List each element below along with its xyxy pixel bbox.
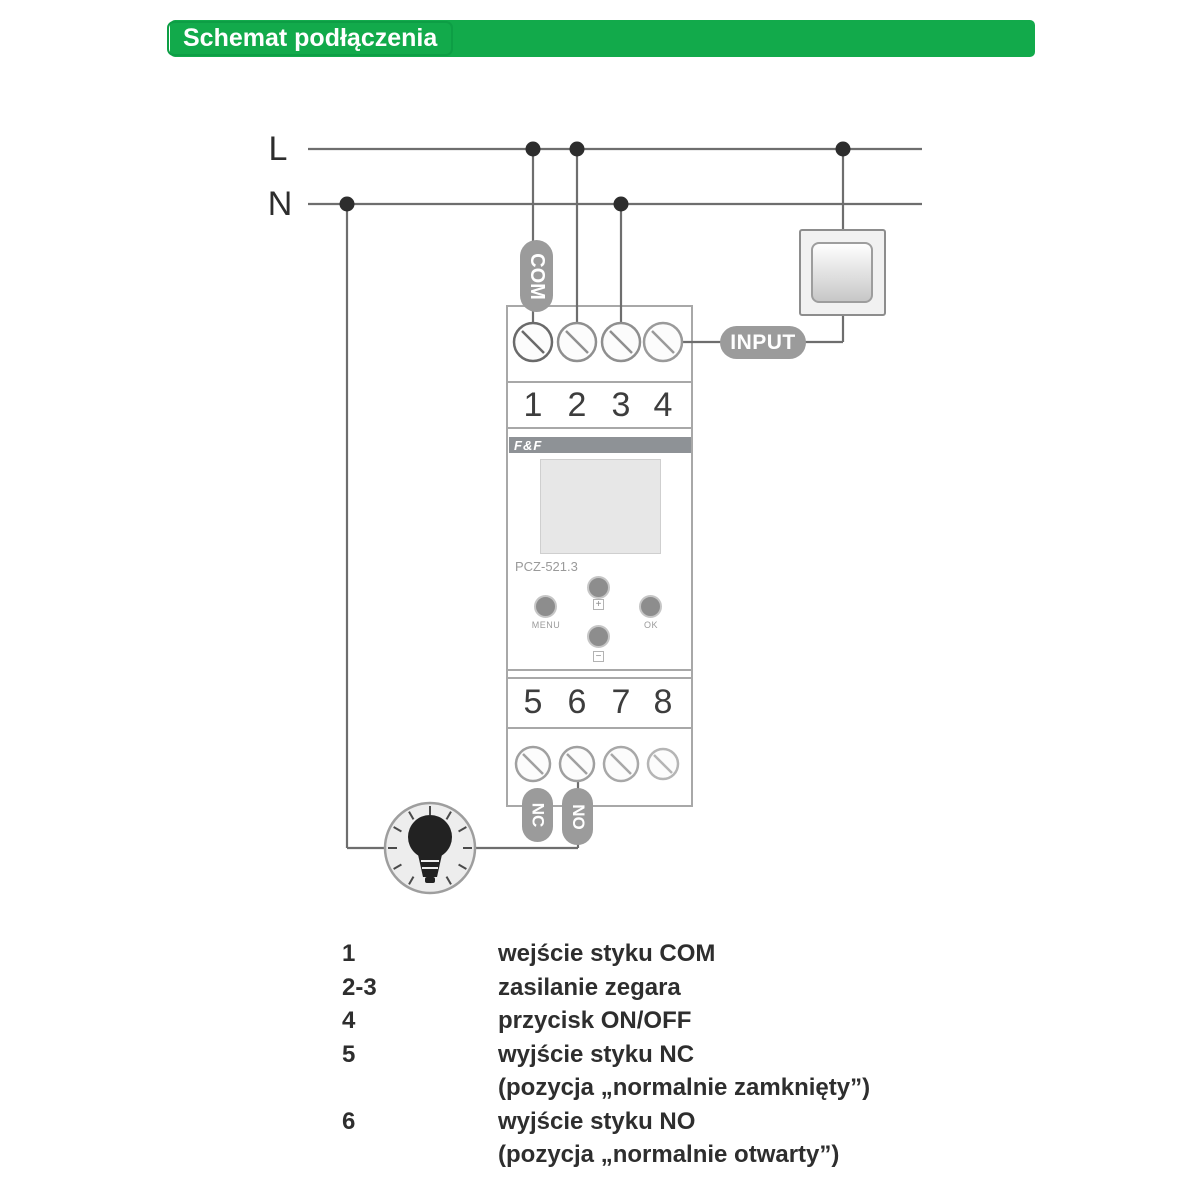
legend-description: (pozycja „normalnie otwarty”) — [498, 1141, 840, 1168]
junction-dot — [614, 197, 629, 212]
terminal-number-8: 8 — [653, 683, 673, 721]
screw-terminal-icon — [602, 323, 640, 361]
legend-row — [342, 1071, 870, 1105]
nc-badge-label: NC — [528, 802, 548, 828]
line-l-label: L — [268, 130, 288, 168]
legend-description: wyjście styku NO — [498, 1107, 696, 1135]
plus-icon: + — [593, 599, 604, 610]
junction-dots — [340, 142, 851, 212]
no-badge — [562, 788, 593, 845]
legend-row — [342, 1004, 870, 1038]
legend-description: wyjście styku NC — [498, 1040, 695, 1068]
brand-band — [509, 437, 691, 453]
legend-row — [342, 1105, 870, 1139]
legend-description: wejście styku COM — [498, 940, 716, 967]
page-title: Schemat podłączenia — [167, 21, 453, 56]
device-outline — [507, 306, 692, 806]
line-n-label: N — [267, 185, 293, 223]
legend-terminal: 4 — [342, 1007, 356, 1034]
screw-terminal-icon — [604, 747, 638, 781]
terminal-number-6: 6 — [567, 683, 587, 721]
screw-terminal-icon — [644, 323, 682, 361]
legend-terminal: 6 — [342, 1107, 356, 1135]
terminal-legend — [342, 937, 870, 1172]
terminal-number-4: 4 — [653, 386, 673, 424]
brand-logo: F&F — [514, 437, 543, 453]
terminal-number-7: 7 — [611, 683, 631, 721]
legend-row — [342, 937, 870, 971]
nc-badge — [522, 788, 553, 842]
screw-terminal-icon — [516, 747, 550, 781]
screw-terminal-icon — [560, 747, 594, 781]
junction-dot — [340, 197, 355, 212]
down-button — [587, 625, 610, 648]
legend-description: (pozycja „normalnie zamknięty”) — [498, 1074, 871, 1101]
terminal-number-2: 2 — [567, 386, 587, 424]
lcd-display — [540, 459, 661, 554]
legend-terminal: 1 — [342, 940, 356, 967]
up-button — [587, 576, 610, 599]
junction-dot — [526, 142, 541, 157]
legend-row — [342, 1038, 870, 1072]
legend-row — [342, 971, 870, 1005]
light-bulb-icon — [385, 803, 475, 893]
com-badge-label: COM — [526, 252, 549, 300]
minus-icon: − — [593, 651, 604, 662]
legend-description: przycisk ON/OFF — [498, 1007, 692, 1034]
menu-button — [534, 595, 557, 618]
device-model-label: PCZ-521.3 — [515, 559, 578, 574]
input-badge-label: INPUT — [730, 330, 796, 354]
screw-terminal-icon — [648, 749, 678, 779]
input-badge — [720, 326, 806, 359]
com-badge — [520, 240, 553, 312]
menu-button-label: MENU — [531, 620, 561, 630]
terminal-number-5: 5 — [523, 683, 543, 721]
junction-dot — [836, 142, 851, 157]
terminal-number-1: 1 — [523, 386, 543, 424]
screw-terminal-icon — [558, 323, 596, 361]
ok-button — [639, 595, 662, 618]
terminal-number-3: 3 — [611, 386, 631, 424]
legend-terminal — [342, 1138, 498, 1172]
legend-description: zasilanie zegara — [498, 973, 681, 1001]
legend-terminal: 5 — [342, 1040, 356, 1068]
legend-terminal — [342, 1071, 498, 1105]
screw-terminal-icon — [514, 323, 552, 361]
ok-button-label: OK — [643, 620, 658, 630]
wall-switch-icon — [800, 230, 885, 315]
legend-row — [342, 1138, 870, 1172]
no-badge-label: NO — [568, 803, 588, 830]
junction-dot — [570, 142, 585, 157]
legend-terminal: 2-3 — [342, 973, 377, 1001]
